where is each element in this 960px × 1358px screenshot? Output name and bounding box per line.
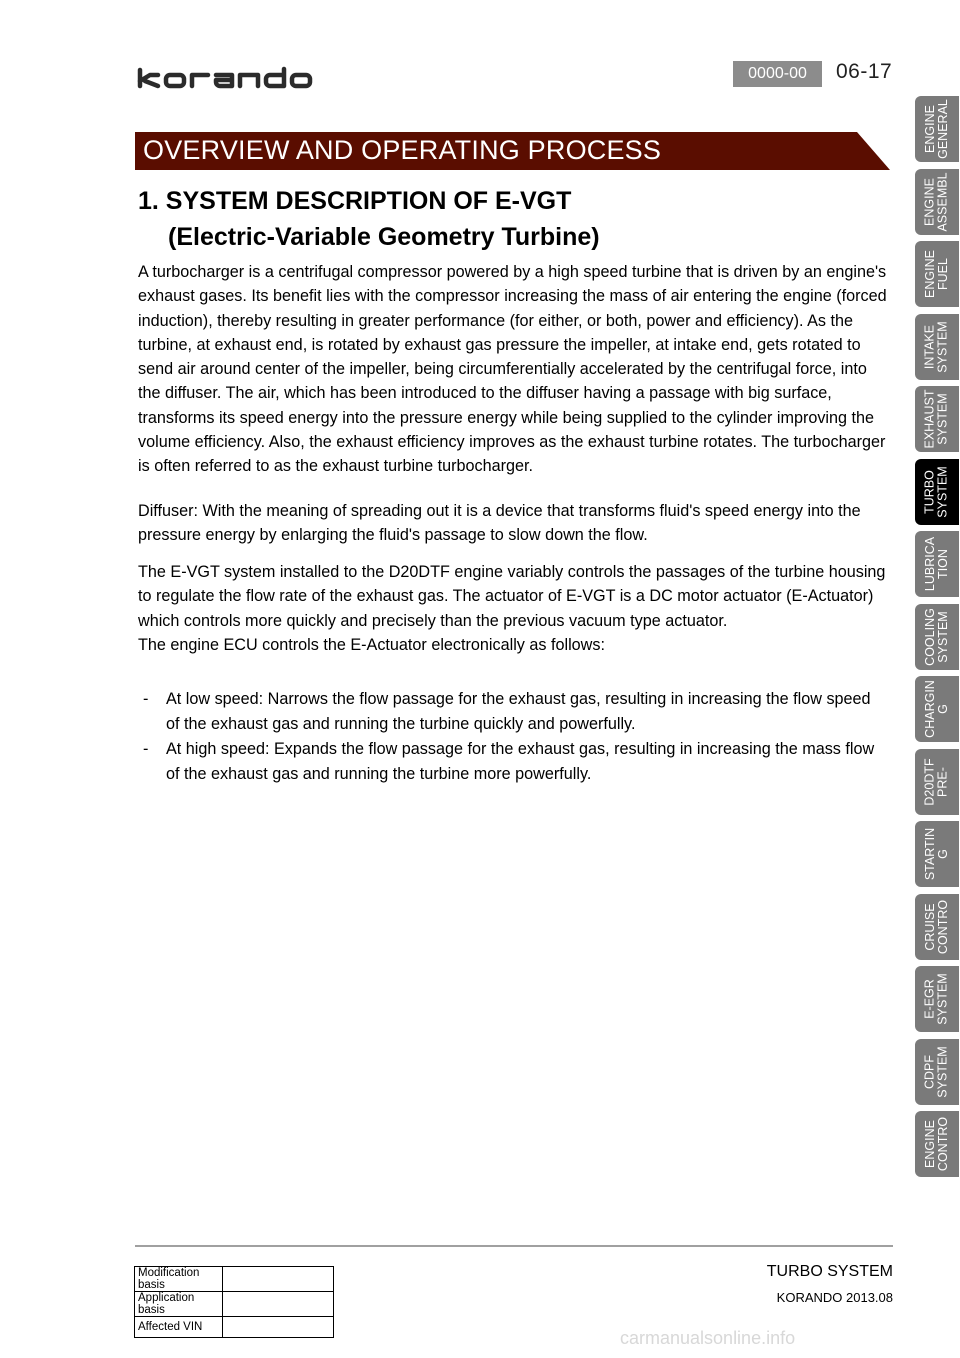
- list-item: [143, 687, 888, 737]
- watermark: carmanualsonline.info: [620, 1328, 796, 1348]
- table-cell-value: [223, 1267, 334, 1292]
- tab-exhaust-system[interactable]: [915, 386, 959, 452]
- tab-label: ENGINE GENERAL: [923, 99, 950, 159]
- tab-intake-system[interactable]: [915, 314, 959, 380]
- tab-cooling-system[interactable]: [915, 604, 959, 670]
- page-number: 06-17: [836, 60, 893, 83]
- control-bullet-list: [143, 687, 888, 787]
- table-row: [135, 1292, 334, 1317]
- tab-label: LUBRICA TION: [923, 536, 950, 592]
- tab-engine-control[interactable]: [915, 1111, 959, 1177]
- tab-lubrication[interactable]: [915, 531, 959, 597]
- diffuser-paragraph: Diffuser: With the meaning of spreading out it is a device that transforms fluid's speed energy into the pressure energy by enlarging the fluid's passage to slow down the flow.: [138, 502, 861, 545]
- tab-label: TURBO SYSTEM: [923, 466, 950, 518]
- tab-label: INTAKE SYSTEM: [923, 321, 950, 373]
- table-row: [135, 1317, 334, 1338]
- table-cell-value: [223, 1292, 334, 1317]
- korando-logo: [136, 66, 316, 90]
- list-item: [143, 737, 888, 787]
- table-cell-label: Affected VIN: [135, 1317, 223, 1338]
- evgt-paragraph-text: The E-VGT system installed to the D20DTF engine variably controls the passages of the turbine housing to regulate the flow rate of the exhaust gas. The actuator of E-VGT is a DC motor actuator (E-Actuator) which controls more quickly and precisely than the previous vacuum type actuator.: [138, 563, 886, 630]
- tab-engine-fuel[interactable]: [915, 241, 959, 307]
- table-cell-label: Modification basis: [135, 1267, 223, 1292]
- section-banner: [135, 132, 890, 170]
- tab-label: E-EGR SYSTEM: [923, 973, 950, 1025]
- tab-cruise-control[interactable]: [915, 894, 959, 960]
- modification-table: [134, 1266, 334, 1338]
- footer-model-date: KORANDO 2013.08: [776, 1290, 893, 1305]
- table-row: [135, 1267, 334, 1292]
- tab-starting[interactable]: [915, 821, 959, 887]
- tab-turbo-system[interactable]: [915, 459, 959, 525]
- evgt-paragraph-ecu: The engine ECU controls the E-Actuator electronically as follows:: [138, 635, 605, 654]
- tab-label: CDPF SYSTEM: [923, 1046, 950, 1098]
- tab-label: ENGINE CONTRO: [923, 1116, 951, 1172]
- tab-label: EXHAUST SYSTEM: [923, 389, 951, 449]
- tab-label: CHARGIN G: [923, 680, 950, 738]
- footer-chapter-title: TURBO SYSTEM: [766, 1263, 893, 1280]
- banner-title: OVERVIEW AND OPERATING PROCESS: [143, 135, 662, 165]
- section-title: [138, 183, 600, 255]
- tab-d20dtf-pre[interactable]: [915, 749, 959, 815]
- table-cell-value: [223, 1317, 334, 1338]
- section-title-main: 1. SYSTEM DESCRIPTION OF E-VGT: [138, 187, 572, 215]
- tab-label: ENGINE ASSEMBL: [923, 172, 950, 232]
- bullet-dash: -: [143, 740, 149, 758]
- bullet-text: At high speed: Expands the flow passage for the exhaust gas, resulting in increasing the mass flow of the exhaust gas and running the turbine more powerfully.: [166, 740, 875, 783]
- tab-label: D20DTF PRE-: [923, 758, 951, 806]
- tab-label: ENGINE FUEL: [923, 250, 950, 298]
- tab-label: CRUISE CONTRO: [923, 899, 951, 955]
- tab-e-egr-system[interactable]: [915, 966, 959, 1032]
- tab-engine-assembly[interactable]: [915, 169, 959, 235]
- footer-divider: [135, 1245, 893, 1247]
- bullet-dash: -: [143, 690, 149, 708]
- table-cell-label: Application basis: [135, 1292, 223, 1317]
- intro-paragraph: A turbocharger is a centrifugal compressor powered by a high speed turbine that is driven by an engine's exhaust gases. Its benefit lies with the compressor increasing the mass of air entering the engine (forced induction), thereby resulting in greater performance (for either, or both, power and efficiency). As the turbine, at exhaust end, is rotated by exhaust gas pressure the impeller, at intake end, gets rotated to send air around center of the impeller, being circumferentially accelerated by the centrifugal force, into the diffuser. The air, which has been introduced to the diffuser having a passage with big surface, transforms its speed energy into the pressure energy while being supplied to the cylinder improving the volume efficiency. Also, the exhaust efficiency improves as the exhaust turbine rotates. The turbocharger is often referred to as the exhaust turbine turbocharger.: [138, 263, 887, 476]
- section-code-badge: 0000-00: [733, 61, 822, 87]
- tab-engine-general[interactable]: [915, 96, 959, 162]
- tab-label: COOLING SYSTEM: [923, 608, 950, 666]
- section-title-sub: (Electric-Variable Geometry Turbine): [168, 223, 600, 251]
- bullet-text: At low speed: Narrows the flow passage for the exhaust gas, resulting in increasing the flow speed of the exhaust gas and running the turbine quickly and powerfully.: [166, 690, 871, 733]
- tab-charging[interactable]: [915, 676, 959, 742]
- tab-cdpf-system[interactable]: [915, 1039, 959, 1105]
- evgt-paragraph: [138, 560, 888, 657]
- tab-label: STARTIN G: [923, 827, 951, 881]
